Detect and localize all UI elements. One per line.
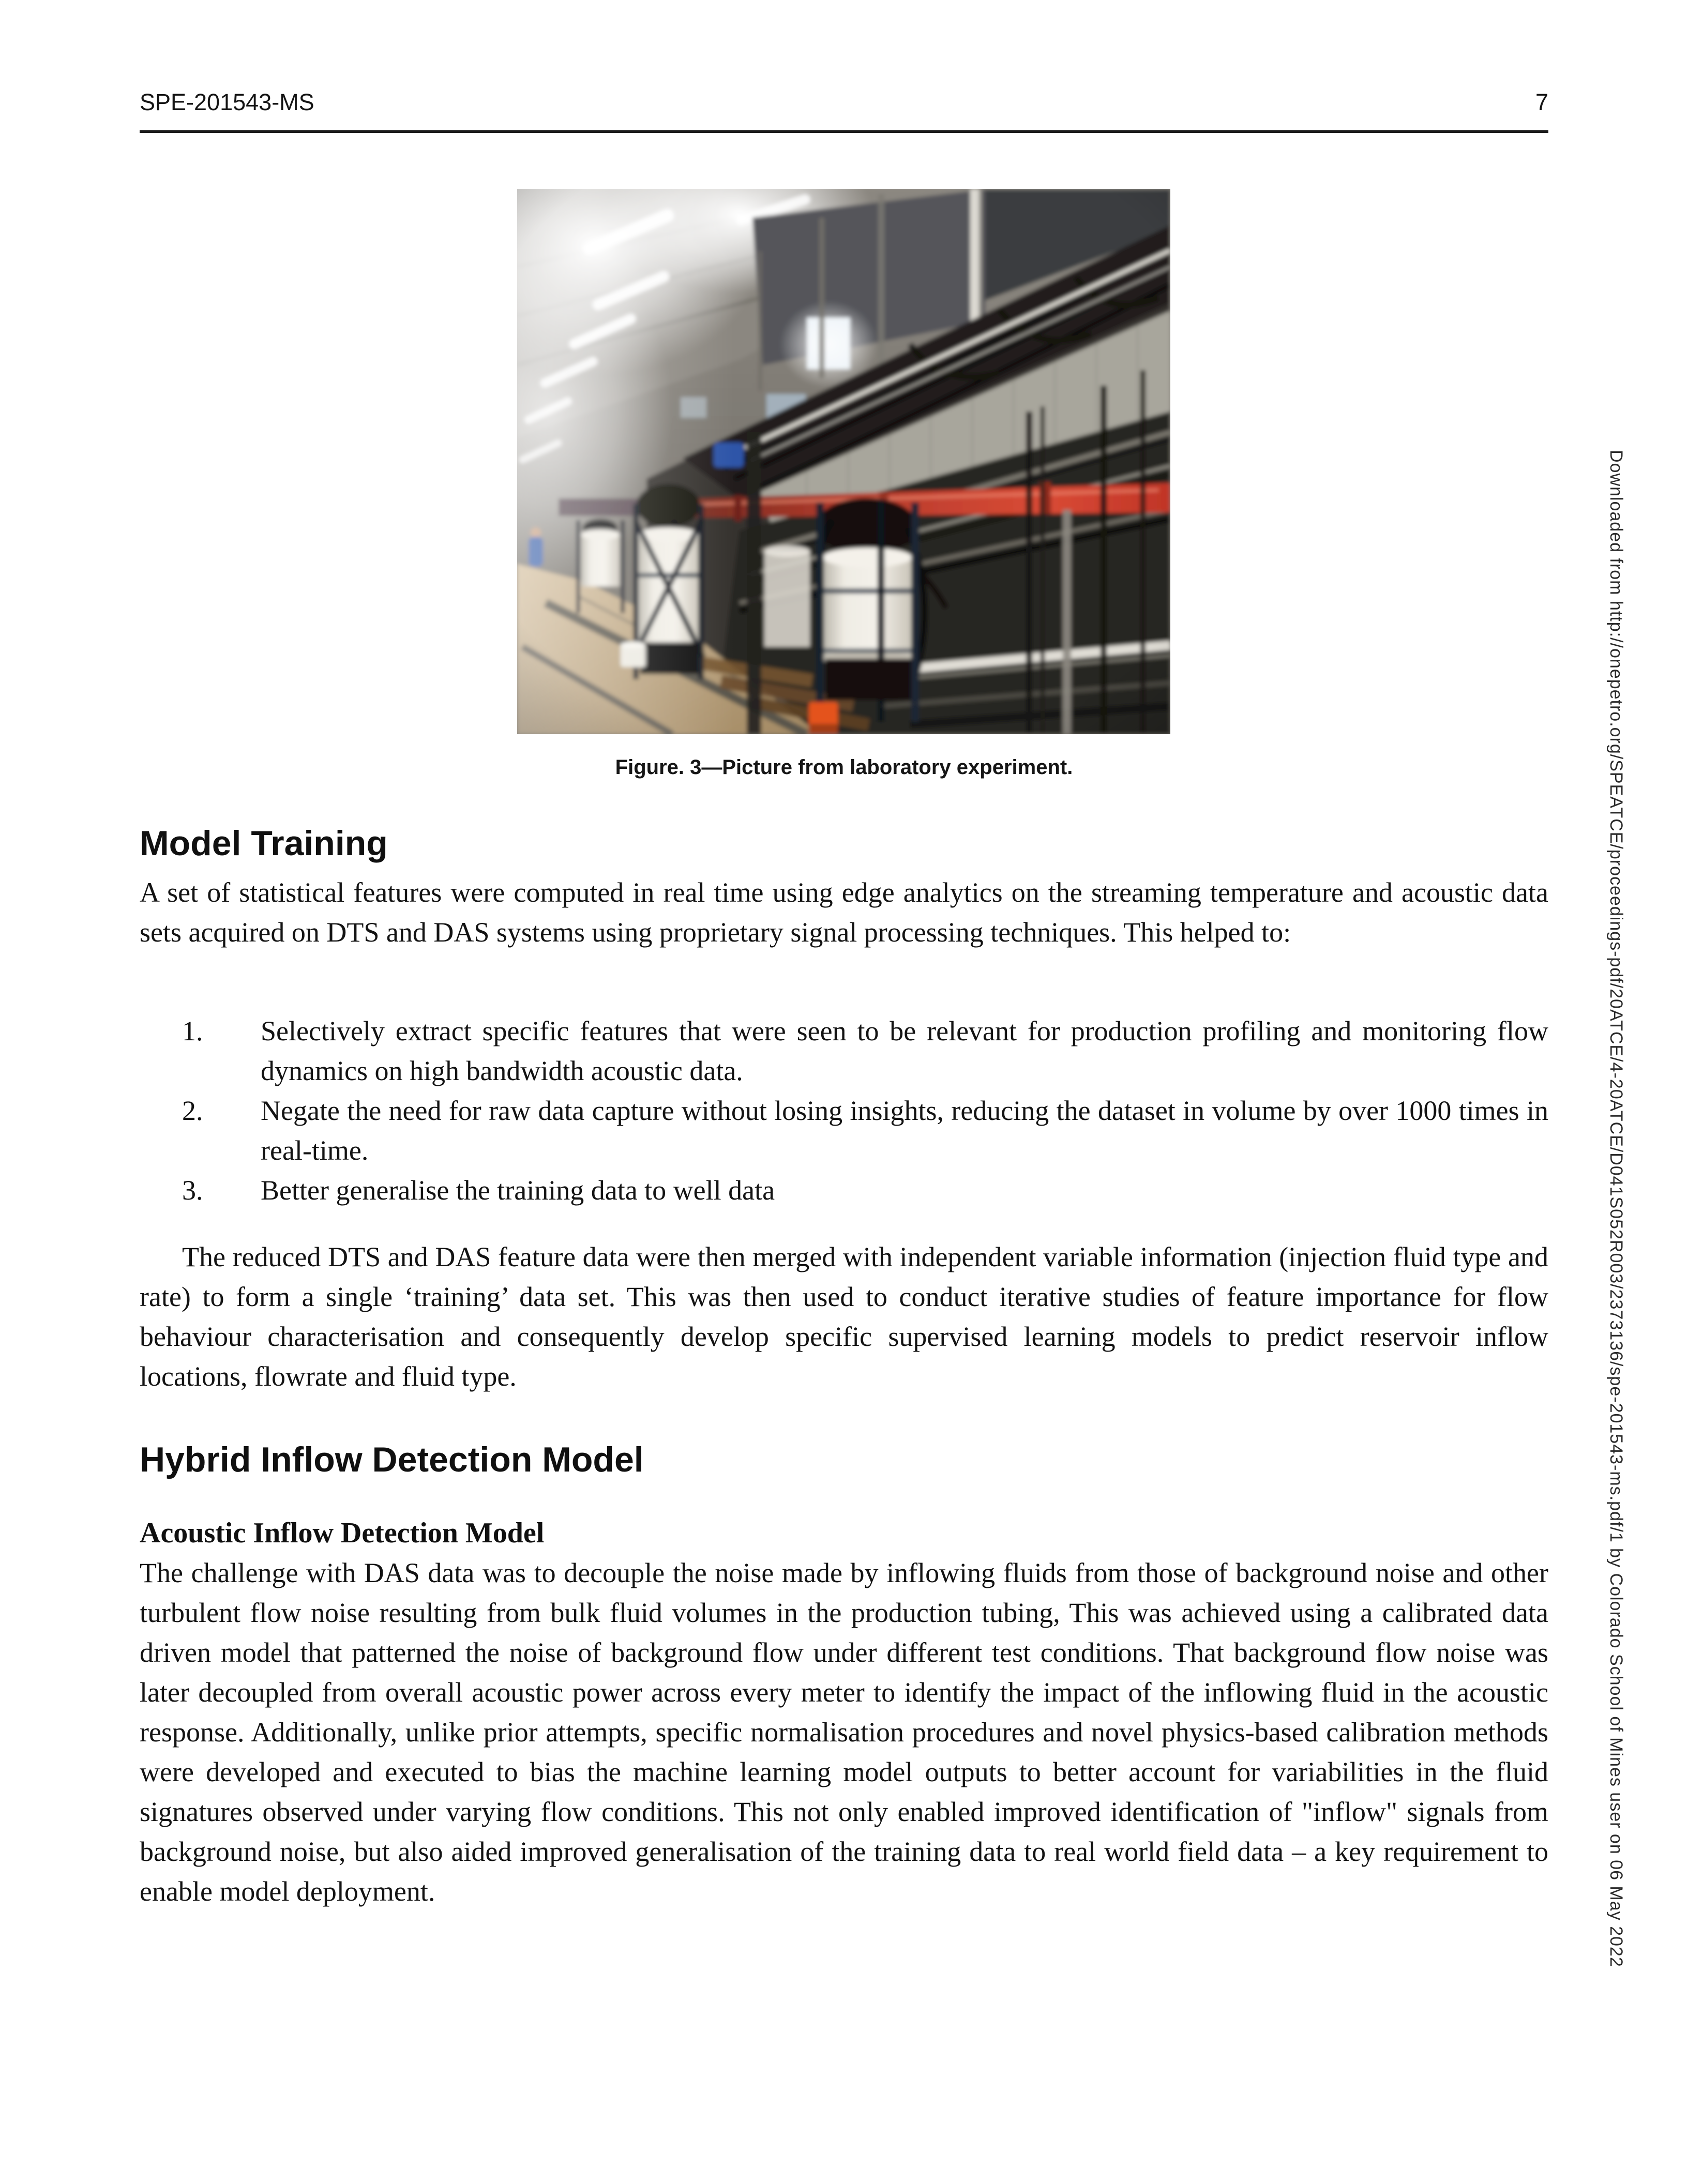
list-item-number: 3. <box>182 1175 203 1206</box>
figure-image <box>517 189 1170 734</box>
paragraph-model-training-closing: The reduced DTS and DAS feature data were then merged with independent variable information (injection fluid type and rate) to form a single ‘training’ data set. This was then used to conduct iterative studies of feature importance for flow behaviour characterisation and consequently develop specific supervised learning models to predict reservoir inflow locations, flowrate and fluid type. <box>140 1241 1548 1392</box>
list-item-text: Selectively extract specific features that were seen to be relevant for production profiling and monitoring flow dynamics on high bandwidth acoustic data. <box>261 1015 1548 1086</box>
header-document-id: SPE-201543-MS <box>140 89 314 115</box>
header-page-number: 7 <box>1535 89 1548 115</box>
list-item <box>140 1091 1548 1171</box>
header-rule <box>140 130 1548 133</box>
download-watermark: Downloaded from http://onepetro.org/SPEATCE/proceedings-pdf/20ATCE/4-20ATCE/D041S052R003/2373136/spe-201543-ms.pdf/1 by Colorado School of Mines user on 06 May 2022 <box>1606 450 1626 1967</box>
list-item-number: 2. <box>182 1095 203 1126</box>
list-item-text: Negate the need for raw data capture without losing insights, reducing the dataset in volume by over 1000 times in real-time. <box>261 1095 1548 1166</box>
list-item <box>140 1171 1548 1210</box>
paragraph-acoustic-inflow-body: The challenge with DAS data was to decouple the noise made by inflowing fluids from those of background noise and other turbulent flow noise resulting from bulk fluid volumes in the production tubing, This was achieved using a calibrated data driven model that patterned the noise of background flow under different test conditions. That background flow noise was later decoupled from overall acoustic power across every meter to identify the impact of the inflowing fluid in the acoustic response. Additionally, unlike prior attempts, specific normalisation procedures and novel physics-based calibration methods were developed and executed to bias the machine learning model outputs to better account for variabilities in the fluid signatures observed under varying flow conditions. This not only enabled improved identification of "inflow" signals from background noise, but also aided improved generalisation of the training data to real world field data – a key requirement to enable model deployment. <box>140 1557 1548 1907</box>
numbered-list <box>140 1011 1548 1210</box>
list-item-text: Better generalise the training data to well data <box>261 1175 775 1206</box>
subsection-heading-acoustic-inflow: Acoustic Inflow Detection Model <box>140 1517 545 1549</box>
figure-caption: Figure. 3—Picture from laboratory experiment. <box>615 756 1073 779</box>
paragraph-model-training-intro: A set of statistical features were computed in real time using edge analytics on the streaming temperature and acoustic data sets acquired on DTS and DAS systems using proprietary signal processing techniques. This helped to: <box>140 877 1548 948</box>
list-item <box>140 1011 1548 1091</box>
section-heading-model-training: Model Training <box>140 824 388 863</box>
laboratory-photo <box>517 189 1170 734</box>
list-item-number: 1. <box>182 1015 203 1046</box>
section-heading-hybrid-inflow: Hybrid Inflow Detection Model <box>140 1440 644 1479</box>
